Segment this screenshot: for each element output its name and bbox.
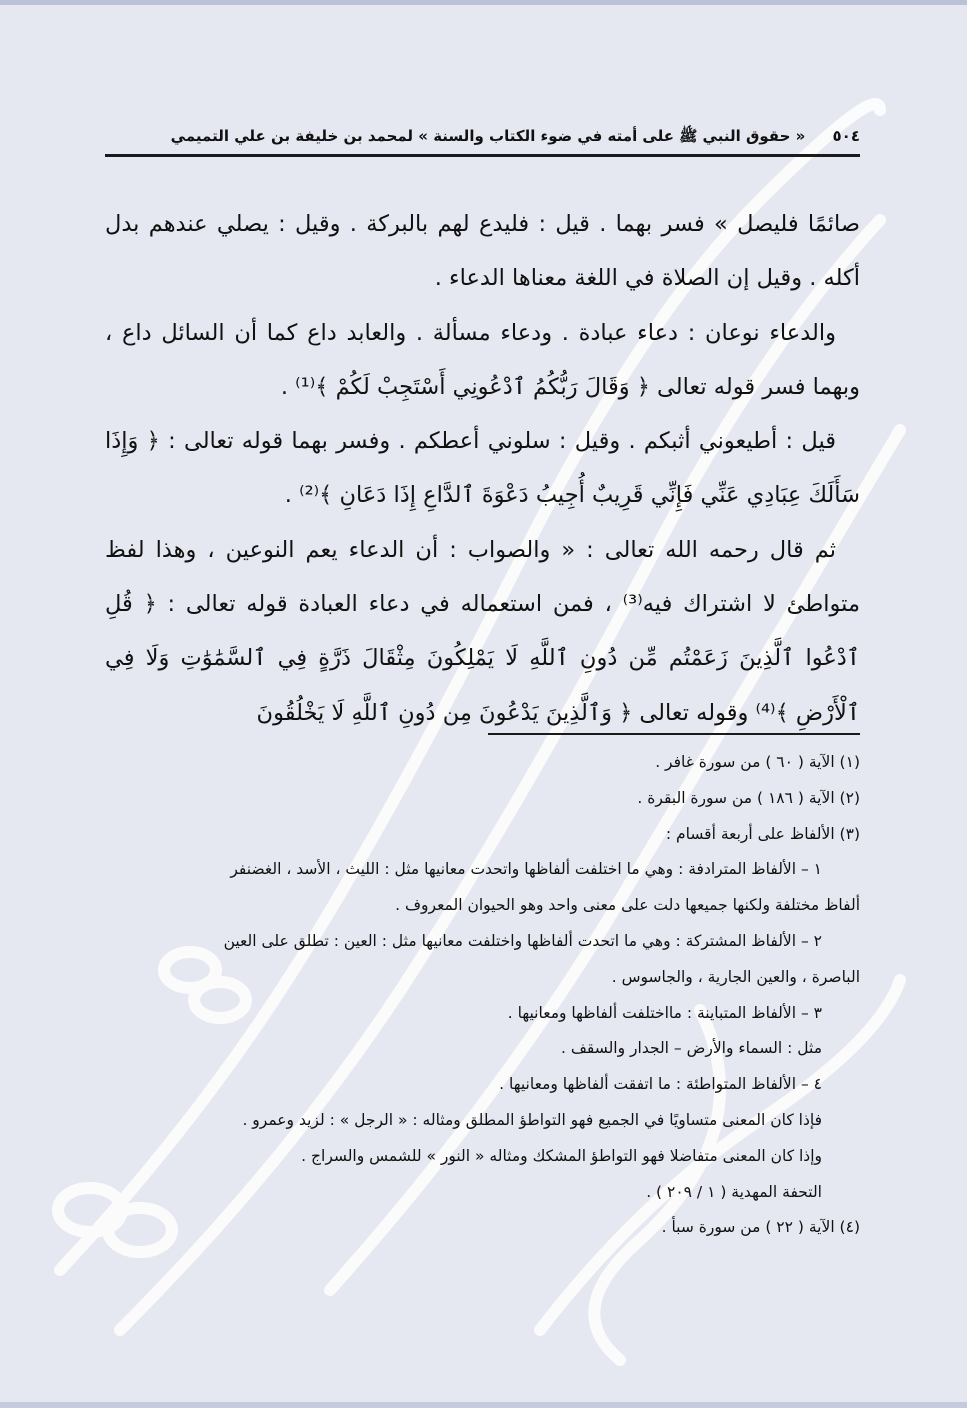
paragraph-3: قيل : أطيعوني أثبكم . وقيل : سلوني أعطكم . وفسر بهما قوله تعالى : ﴿ وَإِذَا سَأَلَكَ عِبَادِي عَنِّي فَإِنِّي قَرِيبٌ أُجِيبُ دَعْوَةَ ٱلدَّاعِ إِذَا دَعَانِ ﴾⁽²⁾ .	[105, 428, 860, 509]
footnote-3-item-4: ٤ – الألفاظ المتواطئة : ما اتفقت ألفاظها ومعانيها .	[499, 1075, 822, 1094]
footnote-3-item-4-a: فإذا كان المعنى متساويًا في الجميع فهو التواطؤ المطلق ومثاله : « الرجل » : لزيد وعمرو .	[242, 1110, 822, 1129]
footnote-2: (٢) الآية ( ١٨٦ ) من سورة البقرة .	[637, 788, 860, 807]
footnote-3-item-2: ٢ – الألفاظ المشتركة : وهي ما اتحدت ألفاظها واختلفت معانيها مثل : العين : تطلق على العين	[223, 931, 822, 950]
page-number: ٥٠٤	[832, 127, 860, 145]
paragraph-1: صائمًا فليصل » فسر بهما . قيل : فليدع لهم بالبركة . وقيل : يصلي عندهم بدل أكله . وقيل إن الصلاة في اللغة معناها الدعاء .	[105, 211, 860, 292]
footnote-3-item-4-b: وإذا كان المعنى متفاضلا فهو التواطؤ المشكك ومثاله « النور » للشمس والسراج .	[301, 1146, 822, 1165]
header-rule	[105, 154, 860, 157]
footnote-3-item-3: ٣ – الألفاظ المتباينة : مااختلفت ألفاظها ومعانيها .	[507, 1003, 822, 1022]
footnote-4: (٤) الآية ( ٢٢ ) من سورة سبأ .	[661, 1218, 860, 1237]
page-bottom-edge	[0, 1402, 967, 1408]
footnotes	[105, 745, 860, 1246]
paragraph-4: ثم قال رحمه الله تعالى : « والصواب : أن الدعاء يعم النوعين ، وهذا لفظ متواطئ لا اشتراك فيه⁽³⁾ ، فمن استعماله في دعاء العبادة قوله تعالى : ﴿ قُلِ ٱدْعُوا ٱلَّذِينَ زَعَمْتُم مِّن دُونِ ٱللَّهِ لَا يَمْلِكُونَ مِثْقَالَ ذَرَّةٍ فِي ٱلسَّمَٰوَٰتِ وَلَا فِي ٱلْأَرْضِ ﴾⁽⁴⁾ وقوله تعالى ﴿ وَٱلَّذِينَ يَدْعُونَ مِن دُونِ ٱللَّهِ لَا يَخْلُقُونَ	[105, 536, 861, 726]
running-title: « حقوق النبي ﷺ على أمته في ضوء الكتاب والسنة » لمحمد بن خليفة بن علي التميمي	[170, 127, 806, 145]
footnote-3-item-3-example: مثل : السماء والأرض – الجدار والسقف .	[561, 1039, 822, 1058]
footnote-1: (١) الآية ( ٦٠ ) من سورة غافر .	[655, 753, 860, 771]
footnote-3-item-1-cont: ألفاظ مختلفة ولكنها جميعها دلت على معنى واحد وهو الحيوان المعروف .	[395, 896, 860, 915]
footnote-3-source: التحفة المهدية ( ١ / ٢٠٩ ) .	[646, 1182, 822, 1201]
main-text	[105, 197, 860, 740]
paragraph-2: والدعاء نوعان : دعاء عبادة . ودعاء مسألة . والعابد داع كما أن السائل داع ، وبهما فسر قوله تعالى ﴿ وَقَالَ رَبُّكُمُ ٱدْعُونِي أَسْتَجِبْ لَكُمْ ﴾⁽¹⁾ .	[105, 319, 860, 400]
footnote-3-item-2-cont: الباصرة ، والعين الجارية ، والجاسوس .	[611, 967, 860, 986]
footnote-rule	[488, 733, 860, 735]
running-header	[105, 118, 860, 154]
footnote-3-title: (٣) الألفاظ على أربعة أقسام :	[665, 824, 860, 843]
page-top-edge	[0, 0, 967, 5]
footnote-3-item-1: ١ – الألفاظ المترادفة : وهي ما اختلفت ألفاظها واتحدت معانيها مثل : الليث ، الأسد ، الغضنفر	[230, 860, 822, 879]
